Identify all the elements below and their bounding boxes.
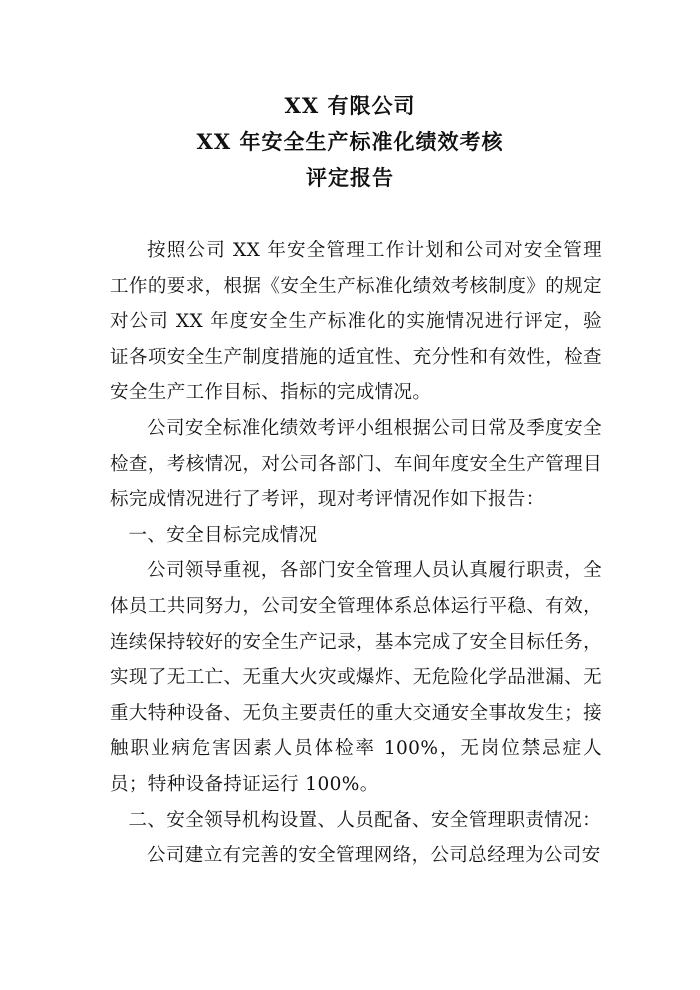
document-title [0, 88, 700, 196]
section-heading-safety-goals: 一、安全目标完成情况 [128, 524, 318, 546]
organization-paragraph: 公司建立有完善的安全管理网络，公司总经理为公司安 [147, 845, 601, 867]
document-body [110, 233, 602, 874]
section-heading-organization: 二、安全领导机构设置、人员配备、安全管理职责情况： [128, 809, 602, 831]
company-name-title: XX 有限公司 [284, 93, 416, 118]
report-subject-title: XX 年安全生产标准化绩效考核 [196, 129, 504, 154]
safety-goals-paragraph: 公司领导重视，各部门安全管理人员认真履行职责，全体员工共同努力，公司安全管理体系总体运行平稳、有效，连续保持较好的安全生产记录，基本完成了安全目标任务，实现了无工亡、无重大火灾或爆炸、无危险化学品泄漏、无重大特种设备、无负主要责任的重大交通安全事故发生；接触职业病危害因素人员体检率 100%，无岗位禁忌症人员；特种设备持证运行 100%。 [110, 560, 602, 795]
assessment-paragraph: 公司安全标准化绩效考评小组根据公司日常及季度安全检查，考核情况，对公司各部门、车间年度安全生产管理目标完成情况进行了考评，现对考评情况作如下报告： [110, 417, 602, 511]
report-type-title: 评定报告 [306, 165, 394, 190]
intro-paragraph: 按照公司 XX 年安全管理工作计划和公司对安全管理工作的要求，根据《安全生产标准化绩效考核制度》的规定对公司 XX 年度安全生产标准化的实施情况进行评定，验证各项安全生产制度措施的适宜性、充分性和有效性，检查安全生产工作目标、指标的完成情况。 [110, 240, 602, 404]
